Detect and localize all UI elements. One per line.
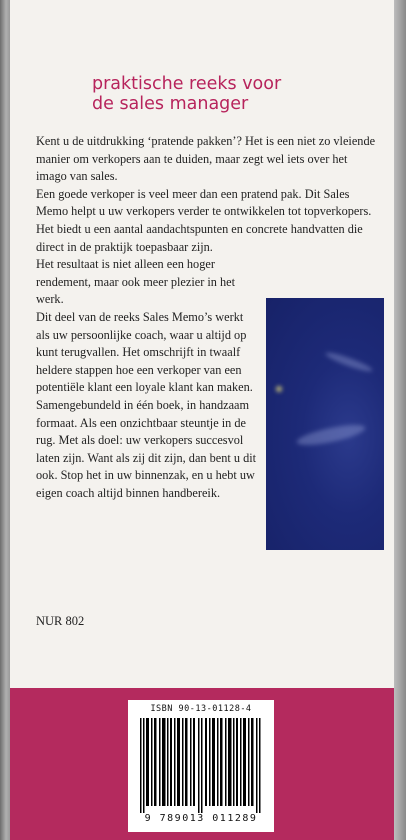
isbn-label: ISBN 90-13-01128-4 bbox=[150, 704, 252, 714]
book-spine bbox=[0, 0, 10, 840]
page-edge bbox=[394, 0, 406, 840]
paragraph-result: Het resultaat is niet alleen een hoger rendement, maar ook meer plezier in het werk. bbox=[36, 257, 236, 307]
nur-code: NUR 802 bbox=[36, 614, 85, 628]
title-line-2: de sales manager bbox=[92, 94, 249, 114]
blurb-text bbox=[36, 133, 376, 502]
barcode-bars bbox=[138, 718, 266, 813]
paragraph-intro: Kent u de uitdrukking ‘pratende pakken’? Het is een niet zo vleiende manier om verkopers aan te duiden, maar zegt wel iets over het imago van sales. bbox=[36, 134, 376, 184]
series-title bbox=[92, 74, 382, 114]
title-line-1: praktische reeks voor bbox=[92, 74, 282, 94]
barcode-digits: 9 789013 011289 bbox=[144, 813, 258, 824]
barcode bbox=[128, 700, 274, 832]
paragraph-coach: Dit deel van de reeks Sales Memo’s werkt als uw persoonlijke coach, waar u altijd op kunt terugvallen. Het omschrijft in twaalf heldere stappen hoe een verkoper van een potentiële klant een loyale klant kan maken. Samengebundeld in één boek, in handzaam formaat. Als een onzichtbaar steuntje in de rug. Met als doel: uw verkopers succesvol laten zijn. Want als zij dit zijn, dan bent u dit ook. Stop het in uw binnenzak, en u hebt uw eigen coach altijd binnen handbereik. bbox=[36, 309, 257, 500]
paragraph-memo: Een goede verkoper is veel meer dan een pratend pak. Dit Sales Memo helpt u uw verkopers verder te ontwikkelen tot topverkopers. Het biedt u een aantal aandachtspunten en concrete handvatten die direct in de praktijk toepasbaar zijn. bbox=[36, 186, 372, 254]
